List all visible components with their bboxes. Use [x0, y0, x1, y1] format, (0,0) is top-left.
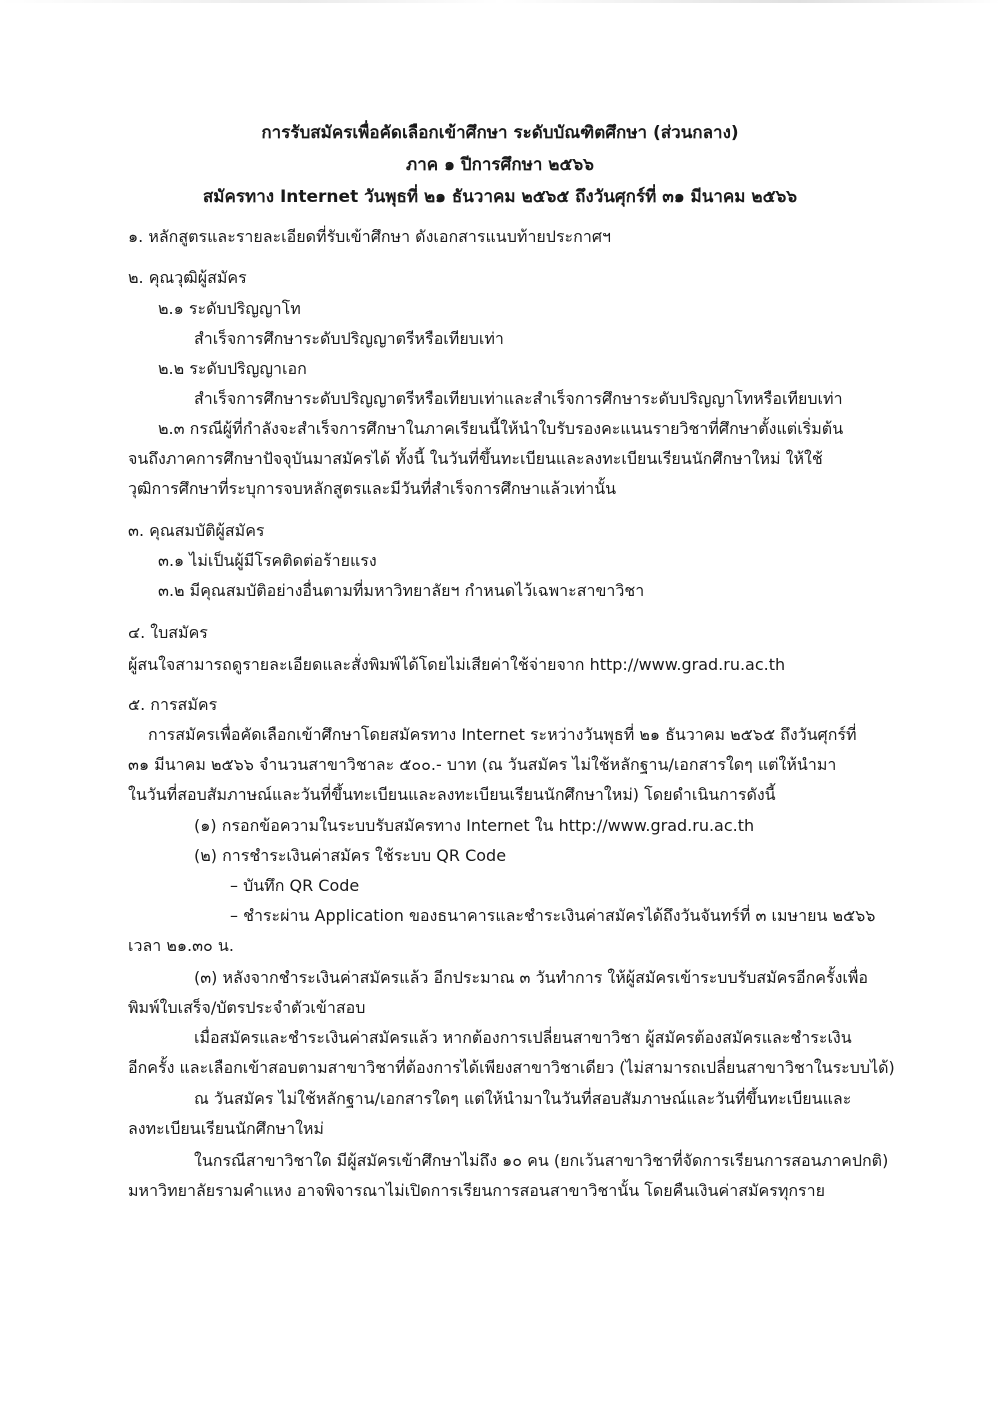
scan-artifact — [0, 0, 1000, 3]
step-3-line-1: (๓) หลังจากชำระเงินค่าสมัครแล้ว อีกประมาณ ๓ วันทำการ ให้ผู้สมัครเข้าระบบรับสมัครอีกครั้งเพื่อ — [194, 968, 869, 987]
step-2-sub-b: – ชำระผ่าน Application ของธนาคารและชำระเงินค่าสมัครได้ถึงวันจันทร์ที่ ๓ เมษายน ๒๕๖๖ — [230, 906, 876, 925]
documents-line-2: ลงทะเบียนเรียนนักศึกษาใหม่ — [128, 1119, 324, 1138]
step-1: (๑) กรอกข้อความในระบบรับสมัครทาง Internet ใน http://www.grad.ru.ac.th — [194, 816, 755, 835]
section-5-para-1-line-3: ในวันที่สอบสัมภาษณ์และวันที่ขึ้นทะเบียนและลงทะเบียนเรียนนักศึกษาใหม่) โดยดำเนินการดังนี้ — [128, 785, 776, 804]
section-4-text: ผู้สนใจสามารถดูรายละเอียดและสั่งพิมพ์ได้โดยไม่เสียค่าใช้จ่ายจาก http://www.grad.ru.ac.th — [128, 655, 786, 674]
section-2-3-line-3: วุฒิการศึกษาที่ระบุการจบหลักสูตรและมีวันที่สำเร็จการศึกษาแล้วเท่านั้น — [128, 479, 617, 498]
step-2-sub-b-cont: เวลา ๒๑.๓๐ น. — [128, 936, 234, 955]
section-1: ๑. หลักสูตรและรายละเอียดที่รับเข้าศึกษา ดังเอกสารแนบท้ายประกาศฯ — [128, 227, 611, 246]
section-3-2: ๓.๒ มีคุณสมบัติอย่างอื่นตามที่มหาวิทยาลัยฯ กำหนดไว้เฉพาะสาขาวิชา — [158, 581, 645, 600]
step-3-line-2: พิมพ์ใบเสร็จ/บัตรประจำตัวเข้าสอบ — [128, 998, 366, 1017]
title-line-1: การรับสมัครเพื่อคัดเลือกเข้าศึกษา ระดับบัณฑิตศึกษา (ส่วนกลาง) — [261, 123, 739, 143]
section-5-heading: ๕. การสมัคร — [128, 695, 218, 714]
documents-line-1: ณ วันสมัคร ไม่ใช้หลักฐาน/เอกสารใดๆ แต่ให้นำมาในวันที่สอบสัมภาษณ์และวันที่ขึ้นทะเบียนและ — [194, 1089, 852, 1108]
section-2-3-line-1: ๒.๓ กรณีผู้ที่กำลังจะสำเร็จการศึกษาในภาคเรียนนี้ให้นำใบรับรองคะแนนรายวิชาที่ศึกษาตั้งแต่เริ่มต้น — [158, 419, 844, 438]
step-2: (๒) การชำระเงินค่าสมัคร ใช้ระบบ QR Code — [194, 846, 507, 865]
section-3-1: ๓.๑ ไม่เป็นผู้มีโรคติดต่อร้ายแรง — [158, 551, 377, 570]
change-program-line-2: อีกครั้ง และเลือกเข้าสอบตามสาขาวิชาที่ต้องการได้เพียงสาขาวิชาเดียว (ไม่สามารถเปลี่ยนสาขาวิชาในระบบได้) — [128, 1058, 895, 1077]
section-3-heading: ๓. คุณสมบัติผู้สมัคร — [128, 521, 265, 540]
section-2-1-text: สำเร็จการศึกษาระดับปริญญาตรีหรือเทียบเท่า — [194, 329, 504, 348]
section-5-para-1-line-2: ๓๑ มีนาคม ๒๕๖๖ จำนวนสาขาวิชาละ ๕๐๐.- บาท (ณ วันสมัคร ไม่ใช้หลักฐาน/เอกสารใดๆ แต่ให้นำมา — [128, 755, 837, 774]
section-2-1-heading: ๒.๑ ระดับปริญญาโท — [158, 299, 301, 318]
section-2-2-heading: ๒.๒ ระดับปริญญาเอก — [158, 359, 307, 378]
title-line-2: ภาค ๑ ปีการศึกษา ๒๕๖๖ — [406, 155, 594, 175]
min-applicants-line-1: ในกรณีสาขาวิชาใด มีผู้สมัครเข้าศึกษาไม่ถึง ๑๐ คน (ยกเว้นสาขาวิชาที่จัดการเรียนการสอนภาคปกติ) — [194, 1151, 889, 1170]
min-applicants-line-2: มหาวิทยาลัยรามคำแหง อาจพิจารณาไม่เปิดการเรียนการสอนสาขาวิชานั้น โดยคืนเงินค่าสมัครทุกราย — [128, 1181, 826, 1200]
section-4-heading: ๔. ใบสมัคร — [128, 623, 208, 642]
section-2-2-text: สำเร็จการศึกษาระดับปริญญาตรีหรือเทียบเท่าและสำเร็จการศึกษาระดับปริญญาโทหรือเทียบเท่า — [194, 389, 843, 408]
step-2-sub-a: – บันทึก QR Code — [230, 876, 360, 895]
title-line-3: สมัครทาง Internet วันพุธที่ ๒๑ ธันวาคม ๒๕๖๕ ถึงวันศุกร์ที่ ๓๑ มีนาคม ๒๕๖๖ — [202, 187, 798, 207]
section-5-para-1-line-1: การสมัครเพื่อคัดเลือกเข้าศึกษาโดยสมัครทาง Internet ระหว่างวันพุธที่ ๒๑ ธันวาคม ๒๕๖๕ ถึงวันศุกร์ที่ — [148, 725, 857, 744]
section-2-3-line-2: จนถึงภาคการศึกษาปัจจุบันมาสมัครได้ ทั้งนี้ ในวันที่ขึ้นทะเบียนและลงทะเบียนเรียนนักศึกษาใหม่ ให้ใช้ — [128, 449, 823, 468]
section-2-heading: ๒. คุณวุฒิผู้สมัคร — [128, 268, 247, 287]
change-program-line-1: เมื่อสมัครและชำระเงินค่าสมัครแล้ว หากต้องการเปลี่ยนสาขาวิชา ผู้สมัครต้องสมัครและชำระเงิน — [194, 1028, 852, 1047]
